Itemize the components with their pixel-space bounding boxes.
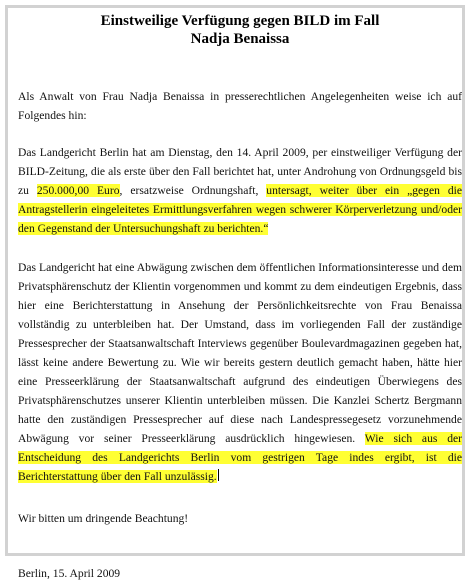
text-cursor	[218, 469, 219, 481]
ruling-text-start: Das Landgericht Berlin hat am Dienstag, den 14. April 2009, per einstweiliger Verfügung der BILD-Zeitung, die als erste über den Fall berichtet hat, unter Androhung von Ordnungsgeld bis zu	[18, 146, 462, 197]
assessment-paragraph	[18, 258, 462, 486]
document-frame	[5, 5, 465, 580]
ruling-paragraph	[18, 143, 462, 238]
amount-highlight: 250.000,00 Euro	[36, 184, 120, 197]
ruling-text-middle: , ersatzweise Ordnungshaft,	[119, 184, 267, 197]
ruling-quote-highlight: untersagt, weiter über ein „gegen die Antragstellerin eingeleitetes Ermittlungsverfahren wegen schwerer Körperverletzung und/oder den Gegenstand der Untersuchungshaft zu berichten.“	[18, 184, 462, 235]
intro-paragraph: Als Anwalt von Frau Nadja Benaissa in presserechtlichen Angelegenheiten weise ich auf Folgendes hin:	[18, 90, 462, 122]
signoff-date: Berlin, 15. April 2009	[18, 567, 121, 580]
title-line-1: Einstweilige Verfügung gegen BILD im Fall	[100, 13, 380, 29]
closing-line: Wir bitten um dringende Beachtung!	[18, 512, 189, 525]
conclusion-highlight: Wie sich aus der Entscheidung des Landgerichts Berlin vom gestrigen Tage indes ergibt, ist die Berichterstattung über den Fall unzulässig.	[18, 432, 463, 483]
assessment-text: Das Landgericht hat eine Abwägung zwischen dem öffentlichen Informationsinteresse und dem Privatsphärenschutz der Klientin vorgenommen und kommt zu dem eindeutigen Ergebnis, dass hier eine Berichterstattung in Ansehung der Persönlichkeitsrechte von Frau Benaissa vollständig zu unterbleiben hat. Der Umstand, dass im vorliegenden Fall der zuständige Pressesprecher der Staatsanwaltschaft Interviews gegenüber Boulevardmagazinen gegeben hat, lässt keine andere Bewertung zu. Wie wir bereits gestern deutlich gemacht haben, hätte hier eine Presseerklärung der Staatsanwaltschaft aufgrund des eindeutigen Überwiegens des Privatsphärenschutzes unserer Klientin unterbleiben müssen. Die Kanzlei Schertz Bergmann hatte den zuständigen Pressesprecher auf diese nach Landespressegesetz vorzunehmende Abwägung vor seiner Presseerklärung ausdrücklich hingewiesen.	[18, 261, 462, 445]
title-line-2: Nadja Benaissa	[190, 31, 290, 47]
document-body	[18, 12, 462, 583]
document-title	[18, 12, 462, 48]
